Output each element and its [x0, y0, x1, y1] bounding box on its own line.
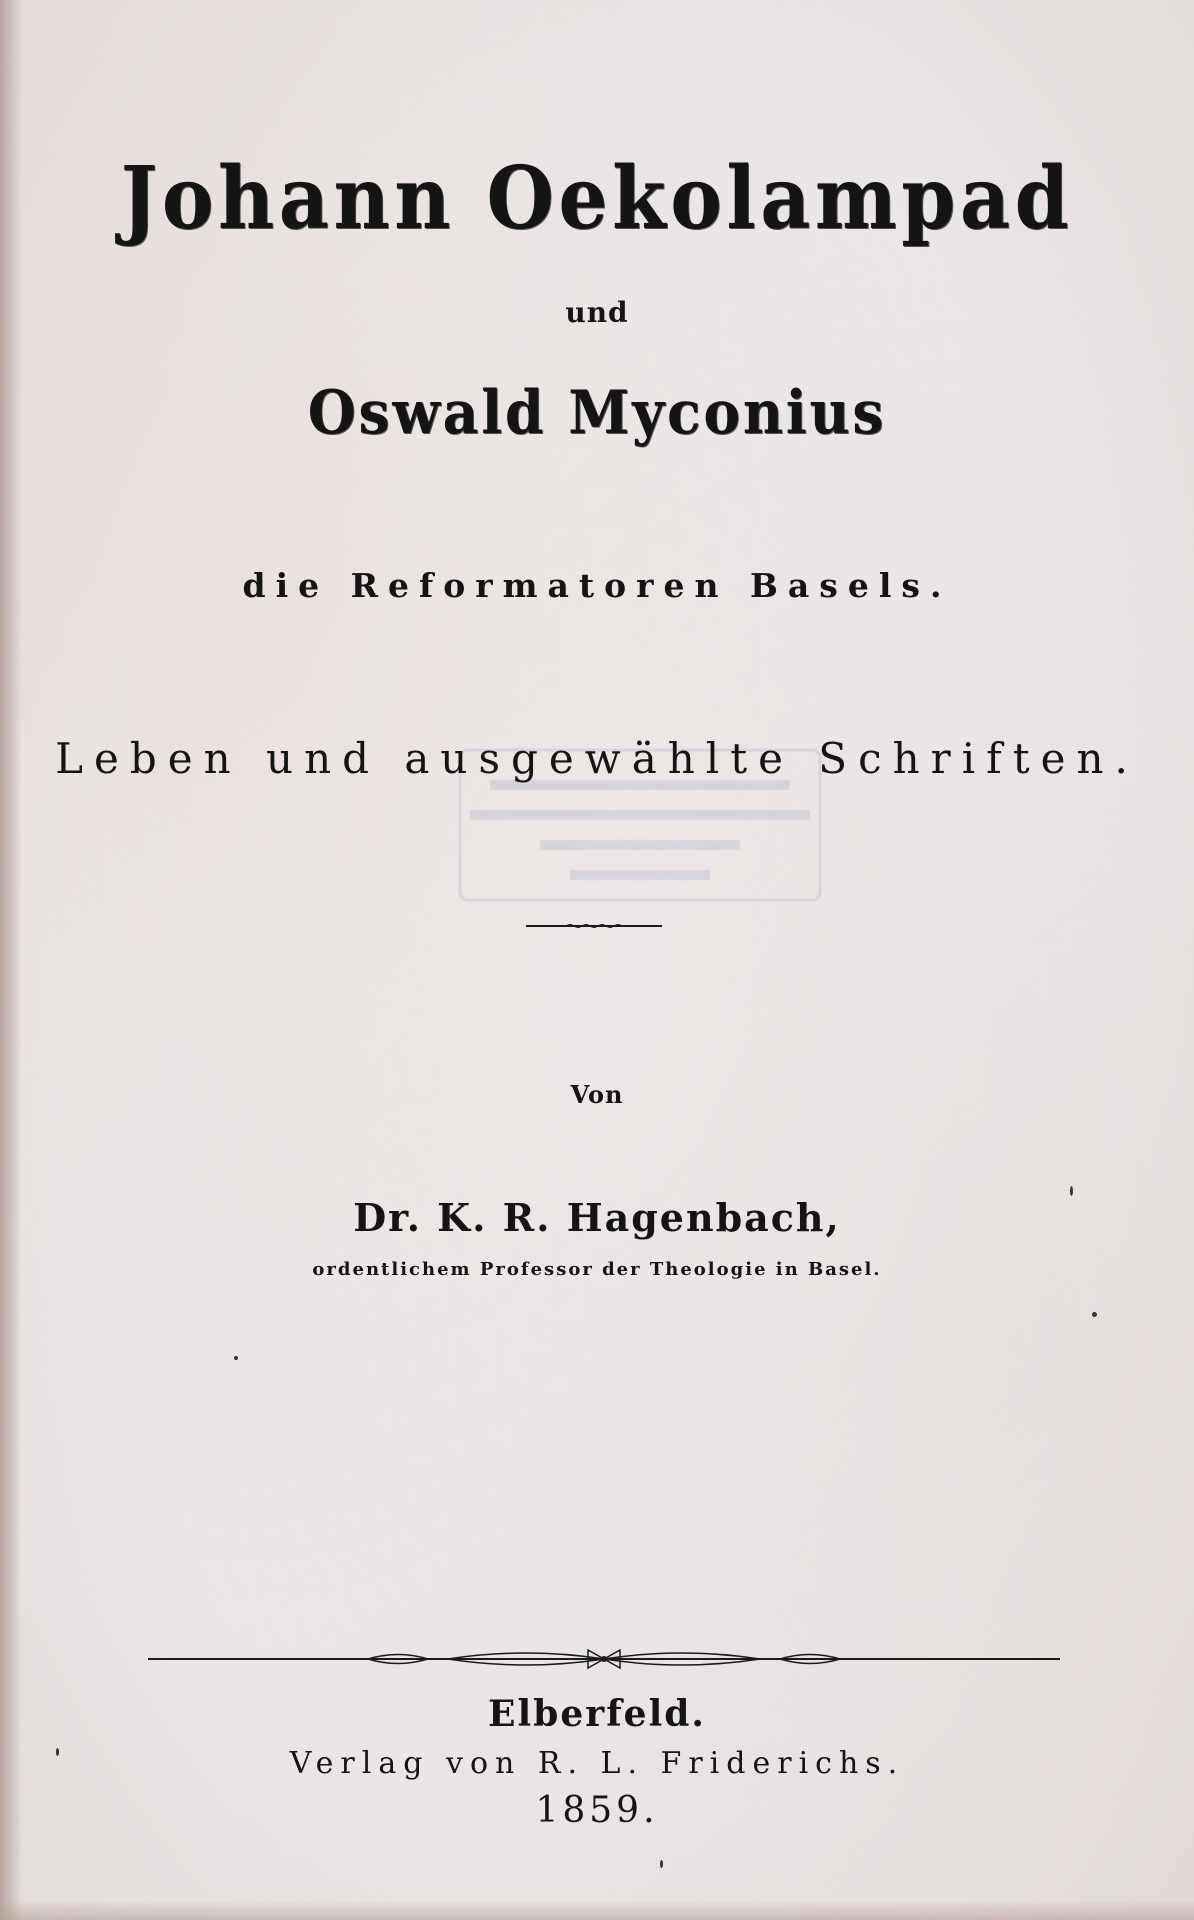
- decorative-short-rule: [526, 923, 662, 929]
- paper-speck: [56, 1748, 59, 1756]
- author-role: ordentlichem Professor der Theologie in Basel.: [312, 1259, 882, 1280]
- author-name: Dr. K. R. Hagenbach,: [353, 1195, 841, 1240]
- subtitle-secondary: Leben und ausgewählte Schriften.: [55, 734, 1139, 783]
- page-edge-shadow-bottom: [0, 1900, 1194, 1920]
- publication-place: Elberfeld.: [488, 1693, 706, 1735]
- paper-speck: [1092, 1312, 1097, 1317]
- paper-speck: [660, 1860, 663, 1868]
- publisher: Verlag von R. L. Friderichs.: [289, 1746, 905, 1781]
- paper-speck: [1070, 1186, 1073, 1196]
- page-edge-shadow-left: [0, 0, 22, 1920]
- main-title: Johann Oekolampad: [120, 148, 1074, 249]
- subtitle: die Reformatoren Basels.: [242, 566, 952, 605]
- second-title: Oswald Myconius: [307, 378, 887, 448]
- publication-year: 1859.: [535, 1790, 659, 1831]
- paper-speck: [234, 1356, 238, 1360]
- conjunction-text: und: [565, 296, 629, 329]
- ornamental-divider: [148, 1644, 1060, 1674]
- by-line: Von: [570, 1080, 624, 1109]
